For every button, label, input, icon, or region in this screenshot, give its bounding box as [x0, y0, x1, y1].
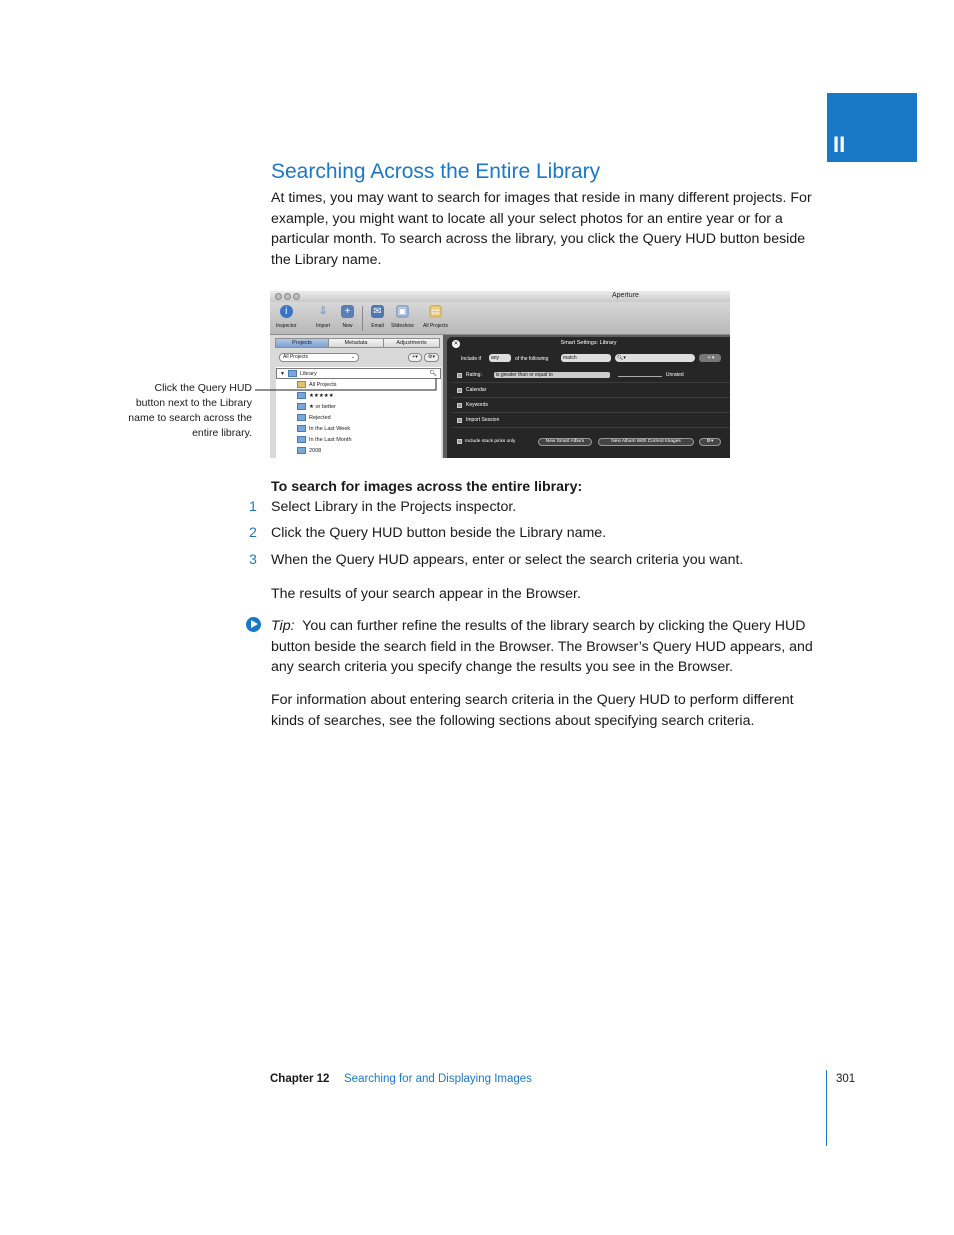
- chevron-down-icon: ⌄: [350, 354, 355, 360]
- smart-album-icon: [297, 414, 306, 421]
- task-heading: To search for images across the entire library:: [271, 479, 583, 495]
- all-projects-icon: ▤: [430, 306, 441, 317]
- disclosure-triangle-icon[interactable]: ▼: [280, 370, 285, 377]
- tree-item-five-stars[interactable]: ★★★★★: [297, 390, 334, 401]
- tip-paragraph: Tip: You can further refine the results of the library search by clicking the Query HUD button beside the search field in the Browser. The Browser’s Query HUD appears, and any search criteria you specify change the results you see in the Browser.: [271, 618, 813, 675]
- tree-item-one-star-or-better[interactable]: ★ or better: [297, 401, 336, 412]
- rating-operator-select[interactable]: is greater than or equal to: [494, 372, 610, 378]
- add-project-button[interactable]: +▾: [408, 353, 422, 362]
- calendar-checkbox[interactable]: [457, 388, 462, 393]
- hud-title: Smart Settings: Library: [560, 340, 617, 346]
- search-input[interactable]: [615, 354, 695, 362]
- new-album-current-images-button[interactable]: New Album With Current Images: [598, 438, 694, 446]
- smart-album-icon: [297, 403, 306, 410]
- intro-paragraph: At times, you may want to search for images that reside in many different projects. For example, you might want to locate all your select photos for an entire year or for a particular month. To search across the library, you click the Query HUD button beside the Library name.: [271, 190, 812, 268]
- new-button[interactable]: + New: [342, 306, 353, 329]
- rating-checkbox[interactable]: [457, 373, 462, 378]
- query-hud-button[interactable]: 🔍︎: [429, 371, 437, 377]
- slideshow-icon: ▣: [397, 306, 408, 317]
- window-title: Aperture: [612, 292, 639, 299]
- import-session-criteria-row: Import Session: [452, 413, 730, 428]
- section-heading: Searching Across the Entire Library: [271, 160, 601, 183]
- of-following-label: of the following: [515, 356, 549, 362]
- action-menu-button[interactable]: ⚙▾: [424, 353, 439, 362]
- email-icon: ✉: [371, 305, 384, 318]
- zoom-window-button[interactable]: [293, 293, 300, 300]
- tab-metadata[interactable]: Metadata: [328, 338, 384, 348]
- smart-album-icon: [297, 447, 306, 454]
- step-3: 3 When the Query HUD appears, enter or select the search criteria you want.: [249, 552, 744, 568]
- query-hud: [447, 337, 730, 458]
- step-2: 2 Click the Query HUD button beside the Library name.: [249, 525, 607, 541]
- figure-callout: Click the Query HUD button next to the Library name to search across the entire library.: [128, 382, 252, 439]
- tree-item-library[interactable]: ▼ Library: [280, 370, 317, 377]
- new-project-icon: +: [341, 305, 354, 318]
- callout-leader-line: [252, 370, 442, 400]
- import-button[interactable]: ⇩ Import: [316, 306, 331, 329]
- add-criteria-button[interactable]: + ▾: [699, 354, 721, 362]
- inspector-button[interactable]: i Inspector: [276, 306, 297, 329]
- tab-adjustments[interactable]: Adjustments: [383, 338, 440, 348]
- footer-chapter: Chapter 12: [270, 1073, 330, 1085]
- gear-icon: ⚙: [428, 354, 433, 360]
- close-icon[interactable]: ✕: [453, 341, 459, 347]
- toolbar-separator: [362, 306, 363, 331]
- footer-chapter-title: Searching for and Displaying Images: [344, 1073, 532, 1085]
- toolbar: [270, 302, 730, 335]
- email-button[interactable]: ✉ Email: [371, 306, 384, 329]
- tab-projects[interactable]: Projects: [275, 338, 329, 348]
- close-window-button[interactable]: [275, 293, 282, 300]
- info-icon: i: [280, 305, 293, 318]
- part-tab: II: [827, 93, 917, 162]
- window-titlebar: [270, 291, 730, 302]
- smart-album-icon: [297, 425, 306, 432]
- stack-picks-checkbox[interactable]: [457, 439, 462, 444]
- match-any-select[interactable]: any: [489, 354, 511, 362]
- step-1: 1 Select Library in the Projects inspector.: [249, 499, 517, 515]
- minimize-window-button[interactable]: [284, 293, 291, 300]
- results-paragraph: The results of your search appear in the Browser.: [271, 586, 581, 602]
- smart-album-icon: [297, 436, 306, 443]
- tree-item-last-week[interactable]: In the Last Week: [297, 423, 350, 434]
- footer-rule: [826, 1070, 827, 1146]
- import-session-checkbox[interactable]: [457, 418, 462, 423]
- keywords-checkbox[interactable]: [457, 403, 462, 408]
- new-smart-album-button[interactable]: New Smart Album: [538, 438, 592, 446]
- tree-item-2008[interactable]: 2008: [297, 445, 321, 456]
- keywords-criteria-row: Keywords: [452, 398, 730, 413]
- more-info-paragraph: For information about entering search criteria in the Query HUD to perform different kinds of searches, see the following sections about specifying search criteria.: [271, 692, 794, 729]
- include-if-label: Include if: [461, 356, 482, 362]
- stack-picks-option: Include stack picks only: [457, 439, 515, 444]
- tree-item-all-projects[interactable]: All Projects: [297, 379, 337, 390]
- match-select[interactable]: match: [561, 354, 611, 362]
- gear-icon: ⚙▾: [706, 439, 714, 444]
- tree-item-last-month[interactable]: In the Last Month: [297, 434, 352, 445]
- tip-label: Tip:: [271, 618, 295, 634]
- all-projects-button[interactable]: ▤ All Projects: [423, 306, 449, 329]
- import-arrow-icon: ⇩: [318, 306, 328, 317]
- projects-filter-dropdown[interactable]: All Projects ⌄: [279, 353, 359, 362]
- rating-value: Unrated: [665, 372, 684, 378]
- hud-action-menu-button[interactable]: [699, 438, 721, 446]
- rating-slider[interactable]: [618, 373, 662, 377]
- rating-criteria-row: Rating: is greater than or equal to Unrated: [452, 368, 730, 383]
- tip-arrow-icon: [246, 617, 261, 632]
- search-icon: 🔍︎▾: [617, 355, 626, 361]
- calendar-criteria-row: Calendar: [452, 383, 730, 398]
- tree-item-rejected[interactable]: Rejected: [297, 412, 331, 423]
- slideshow-button[interactable]: ▣ Slideshow: [391, 306, 414, 329]
- page-number: 301: [836, 1073, 856, 1085]
